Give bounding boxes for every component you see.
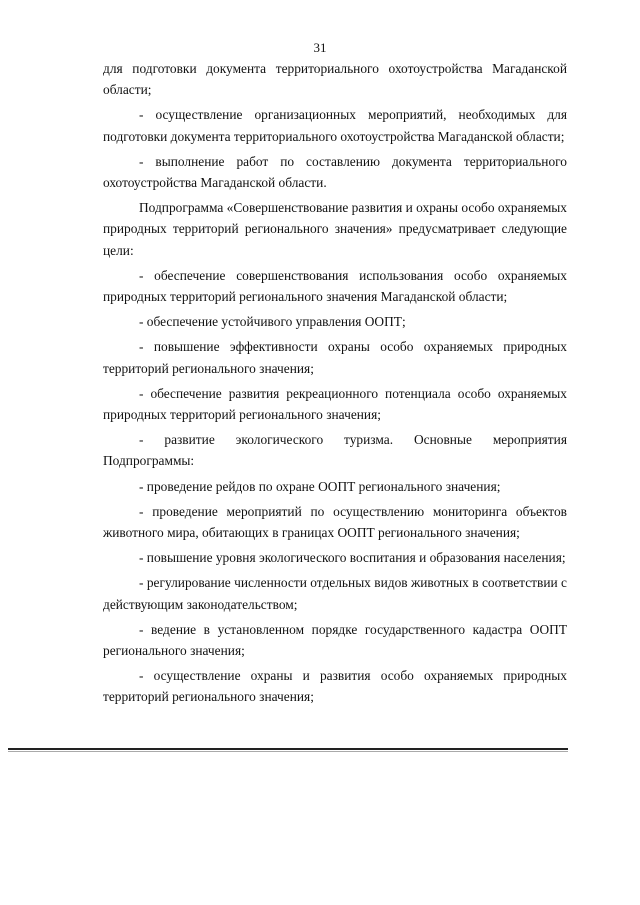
paragraph-document-works: - выполнение работ по составлению документа территориального охотоустройства Магаданской области. xyxy=(103,153,567,191)
paragraph-continuation: для подготовки документа территориального охотоустройства Магаданской области; xyxy=(103,61,567,98)
document-body xyxy=(103,58,567,712)
page-number: 31 xyxy=(313,40,327,55)
paragraph-organizational-measures: - осуществление организационных мероприятий, необходимых для подготовки документа территориального охотоустройства Магаданской области; xyxy=(103,107,567,144)
footer-rule-shadow xyxy=(8,751,568,752)
paragraph-measure-raids: - проведение рейдов по охране ООПТ регионального значения; xyxy=(139,478,501,494)
paragraph-goal-usage: - обеспечение совершенствования использования особо охраняемых природных территорий регионального значения Магаданской области; xyxy=(103,267,567,305)
paragraph-measure-monitoring: - проведение мероприятий по осуществлению мониторинга объектов животного мира, обитающих в границах ООПТ регионального значения; xyxy=(103,503,567,541)
paragraph-goal-ecotourism: - развитие экологического туризма. Основные мероприятия Подпрограммы: xyxy=(103,432,567,469)
paragraph-measure-protection: - осуществление охраны и развития особо охраняемых природных территорий регионального значения; xyxy=(103,668,567,705)
paragraph-goal-protection-efficiency: - повышение эффективности охраны особо охраняемых природных территорий регионального значения; xyxy=(103,339,567,376)
paragraph-goal-management: - обеспечение устойчивого управления ООПТ; xyxy=(139,314,406,330)
paragraph-measure-cadastre: - ведение в установленном порядке государственного кадастра ООПТ регионального значения; xyxy=(103,621,567,659)
paragraph-measure-education: - повышение уровня экологического воспитания и образования населения; xyxy=(139,550,566,566)
paragraph-goal-recreation: - обеспечение развития рекреационного потенциала особо охраняемых природных территорий регионального значения; xyxy=(103,385,567,423)
paragraph-subprogram-intro: Подпрограмма «Совершенствование развития и охраны особо охраняемых природных территорий регионального значения» предусматривает следующие цели: xyxy=(103,200,568,258)
footer-rule xyxy=(8,748,568,750)
paragraph-measure-population-control: - регулирование численности отдельных видов животных в соответствии с действующим законодательством; xyxy=(103,575,567,612)
